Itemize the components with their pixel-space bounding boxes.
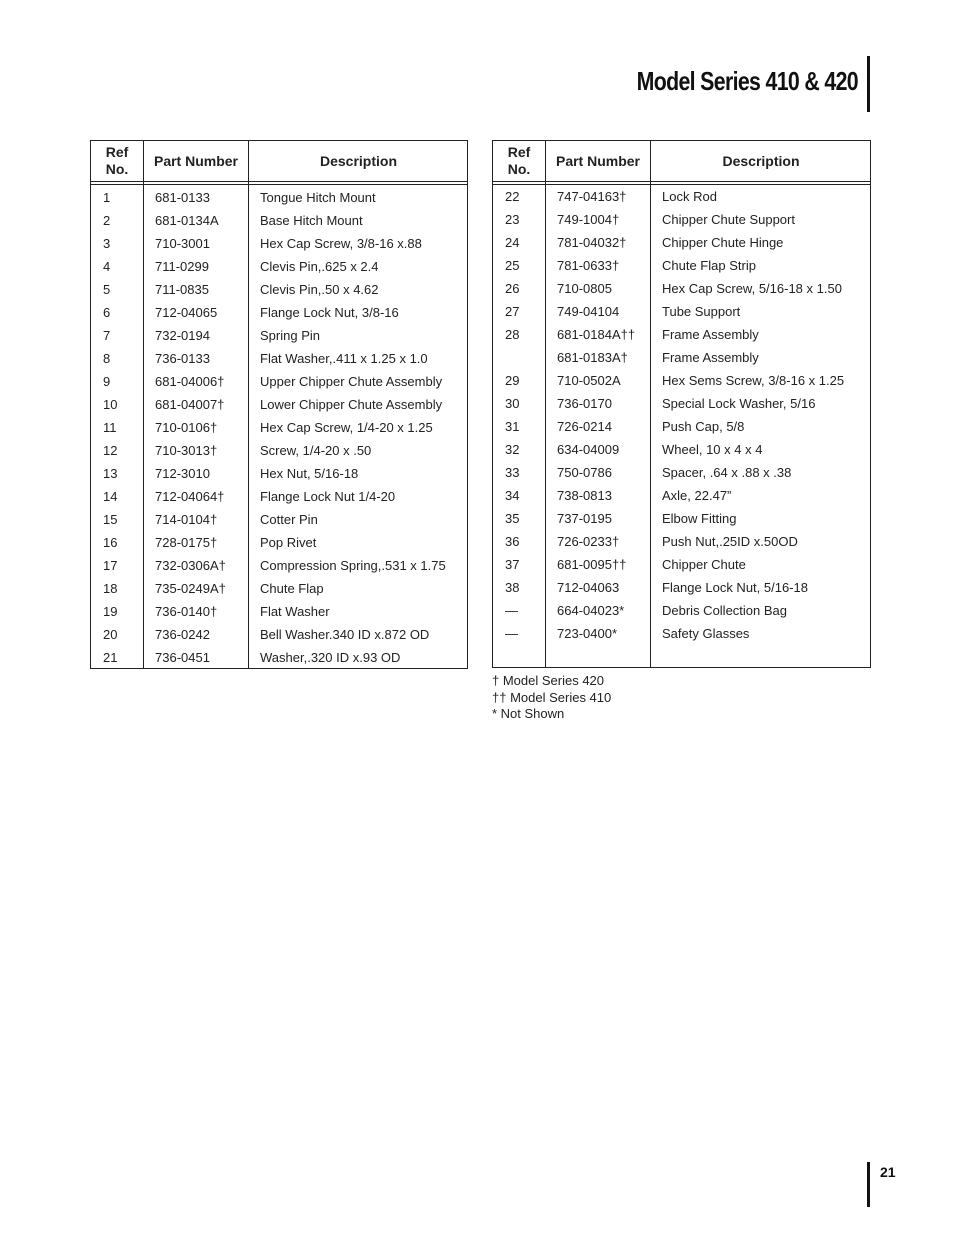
description-cell: Clevis Pin,.625 x 2.4 — [260, 259, 379, 274]
part-number-cell: 747-04163† — [557, 189, 627, 204]
table-row — [91, 416, 467, 439]
parts-table-right — [492, 140, 871, 668]
ref-no-cell: 24 — [505, 235, 520, 250]
table-row — [91, 324, 467, 347]
part-number-cell: 728-0175† — [155, 535, 218, 550]
part-number-cell: 736-0242 — [155, 627, 210, 642]
table-row — [493, 231, 870, 254]
ref-no-cell: 19 — [103, 604, 118, 619]
table-row — [493, 208, 870, 231]
part-number-cell: 712-3010 — [155, 466, 210, 481]
table-row — [493, 415, 870, 438]
table-row — [493, 438, 870, 461]
ref-no-cell: 3 — [103, 236, 111, 251]
ref-no-cell: 4 — [103, 259, 111, 274]
description-cell: Chipper Chute Hinge — [662, 235, 784, 250]
description-cell: Chipper Chute — [662, 557, 746, 572]
part-number-cell: 737-0195 — [557, 511, 612, 526]
ref-no-cell: 7 — [103, 328, 111, 343]
ref-no-cell: 8 — [103, 351, 111, 366]
table-row — [493, 507, 870, 530]
description-cell: Chute Flap Strip — [662, 258, 756, 273]
part-number-cell: 736-0140† — [155, 604, 218, 619]
ref-no-cell: 35 — [505, 511, 520, 526]
part-number-cell: 735-0249A† — [155, 581, 226, 596]
part-number-cell: 711-0299 — [155, 259, 209, 274]
description-cell: Spring Pin — [260, 328, 320, 343]
table-row — [91, 531, 467, 554]
part-number-cell: 681-0134A — [155, 213, 219, 228]
page-number: 21 — [880, 1164, 896, 1180]
header-part-number: Part Number — [153, 152, 239, 169]
parts-table-left — [90, 140, 468, 669]
part-number-cell: 634-04009 — [557, 442, 620, 457]
ref-no-cell: 13 — [103, 466, 118, 481]
description-cell: Frame Assembly — [662, 327, 759, 342]
description-cell: Chute Flap — [260, 581, 324, 596]
description-cell: Bell Washer.340 ID x.872 OD — [260, 627, 430, 642]
part-number-cell: 749-1004† — [557, 212, 620, 227]
part-number-cell: 681-0133 — [155, 190, 210, 205]
description-cell: Upper Chipper Chute Assembly — [260, 374, 443, 389]
table-row — [91, 554, 467, 577]
ref-no-cell: — — [505, 603, 518, 618]
description-cell: Compression Spring,.531 x 1.75 — [260, 558, 446, 573]
ref-no-cell: 16 — [103, 535, 118, 550]
table-row — [91, 439, 467, 462]
table-row — [91, 301, 467, 324]
description-cell: Tongue Hitch Mount — [260, 190, 376, 205]
description-cell: Screw, 1/4-20 x .50 — [260, 443, 372, 458]
ref-no-cell: 21 — [103, 650, 118, 665]
part-number-cell: 736-0133 — [155, 351, 210, 366]
table-row — [91, 209, 467, 232]
table-row — [493, 369, 870, 392]
description-cell: Chipper Chute Support — [662, 212, 795, 227]
header-description: Description — [722, 152, 800, 169]
table-row — [493, 622, 870, 645]
part-number-cell: 781-04032† — [557, 235, 627, 250]
description-cell: Lock Rod — [662, 189, 717, 204]
part-number-cell: 736-0170 — [557, 396, 612, 411]
table-row — [493, 185, 870, 208]
description-cell: Push Cap, 5/8 — [662, 419, 745, 434]
description-cell: Special Lock Washer, 5/16 — [662, 396, 816, 411]
description-cell: Elbow Fitting — [662, 511, 737, 526]
description-cell: Tube Support — [662, 304, 741, 319]
part-number-cell: 749-04104 — [557, 304, 620, 319]
page-title: Model Series 410 & 420 — [636, 66, 858, 96]
table-row — [91, 232, 467, 255]
table-row — [91, 462, 467, 485]
ref-no-cell: 22 — [505, 189, 520, 204]
ref-no-cell: 1 — [103, 190, 111, 205]
description-cell: Safety Glasses — [662, 626, 750, 641]
ref-no-cell: 25 — [505, 258, 520, 273]
table-row — [91, 508, 467, 531]
part-number-cell: 681-0183A† — [557, 350, 628, 365]
footnote: †† Model Series 410 — [492, 689, 612, 705]
part-number-cell: 711-0835 — [155, 282, 209, 297]
ref-no-cell: 34 — [505, 488, 520, 503]
part-number-cell: 710-0106† — [155, 420, 218, 435]
description-cell: Flange Lock Nut 1/4-20 — [260, 489, 396, 504]
table-row — [91, 577, 467, 600]
part-number-cell: 681-04007† — [155, 397, 225, 412]
ref-no-cell: 18 — [103, 581, 118, 596]
part-number-cell: 710-3001 — [155, 236, 210, 251]
description-cell: Hex Sems Screw, 3/8-16 x 1.25 — [662, 373, 845, 388]
table-row — [91, 255, 467, 278]
table-row — [91, 370, 467, 393]
ref-no-cell: 23 — [505, 212, 520, 227]
header-description: Description — [319, 152, 397, 169]
table-row — [91, 278, 467, 301]
table-row — [493, 392, 870, 415]
ref-no-cell: 31 — [505, 419, 520, 434]
ref-no-cell: 30 — [505, 396, 520, 411]
part-number-cell: 712-04065 — [155, 305, 218, 320]
table-row — [493, 461, 870, 484]
page-number-divider — [867, 1162, 870, 1207]
part-number-cell: 732-0306A† — [155, 558, 226, 573]
part-number-cell: 726-0214 — [557, 419, 612, 434]
description-cell: Hex Cap Screw, 5/16-18 x 1.50 — [662, 281, 842, 296]
ref-no-cell: 11 — [103, 420, 117, 435]
table-row — [91, 646, 467, 669]
ref-no-cell: 10 — [103, 397, 118, 412]
ref-no-cell: — — [505, 626, 518, 641]
table-row — [493, 599, 870, 622]
ref-no-cell: 28 — [505, 327, 520, 342]
part-number-cell: 723-0400* — [557, 626, 617, 641]
description-cell: Lower Chipper Chute Assembly — [260, 397, 443, 412]
table-row — [493, 277, 870, 300]
part-number-cell: 781-0633† — [557, 258, 620, 273]
description-cell: Debris Collection Bag — [662, 603, 788, 618]
part-number-cell: 736-0451 — [155, 650, 210, 665]
ref-no-cell: 17 — [103, 558, 118, 573]
table-body — [493, 185, 870, 645]
ref-no-cell: 14 — [103, 489, 118, 504]
ref-no-cell: 27 — [505, 304, 520, 319]
part-number-cell: 664-04023* — [557, 603, 625, 618]
table-row — [493, 553, 870, 576]
part-number-cell: 712-04063 — [557, 580, 620, 595]
header-ref-no: Ref No. — [105, 144, 129, 177]
description-cell: Axle, 22.47” — [662, 488, 732, 503]
description-cell: Flange Lock Nut, 5/16-18 — [662, 580, 808, 595]
description-cell: Hex Nut, 5/16-18 — [260, 466, 359, 481]
footnotes — [492, 673, 611, 723]
table-row — [91, 600, 467, 623]
table-row — [493, 530, 870, 553]
description-cell: Base Hitch Mount — [260, 213, 363, 228]
part-number-cell: 750-0786 — [557, 465, 612, 480]
table-body — [91, 186, 467, 669]
ref-no-cell: 6 — [103, 305, 111, 320]
description-cell: Flange Lock Nut, 3/8-16 — [260, 305, 399, 320]
part-number-cell: 726-0233† — [557, 534, 620, 549]
table-row — [91, 485, 467, 508]
description-cell: Cotter Pin — [260, 512, 318, 527]
part-number-cell: 681-0184A†† — [557, 327, 636, 342]
table-row — [493, 346, 870, 369]
ref-no-cell: 32 — [505, 442, 520, 457]
table-row — [493, 300, 870, 323]
description-cell: Washer,.320 ID x.93 OD — [260, 650, 401, 665]
header-ref-no: Ref No. — [507, 144, 531, 177]
description-cell: Push Nut,.25ID x.50OD — [662, 534, 798, 549]
table-row — [91, 393, 467, 416]
ref-no-cell: 38 — [505, 580, 520, 595]
part-number-cell: 732-0194 — [155, 328, 210, 343]
footnote: † Model Series 420 — [492, 673, 605, 688]
description-cell: Spacer, .64 x .88 x .38 — [662, 465, 792, 480]
part-number-cell: 714-0104† — [155, 512, 218, 527]
part-number-cell: 712-04064† — [155, 489, 225, 504]
description-cell: Frame Assembly — [662, 350, 759, 365]
description-cell: Pop Rivet — [260, 535, 317, 550]
table-row — [91, 347, 467, 370]
ref-no-cell: 29 — [505, 373, 520, 388]
table-row — [493, 323, 870, 346]
ref-no-cell: 15 — [103, 512, 118, 527]
part-number-cell: 681-04006† — [155, 374, 225, 389]
ref-no-cell: 9 — [103, 374, 111, 389]
description-cell: Hex Cap Screw, 3/8-16 x.88 — [260, 236, 422, 251]
description-cell: Hex Cap Screw, 1/4-20 x 1.25 — [260, 420, 433, 435]
part-number-cell: 710-0502A — [557, 373, 621, 388]
footnote: * Not Shown — [492, 706, 565, 721]
table-row — [493, 254, 870, 277]
description-cell: Clevis Pin,.50 x 4.62 — [260, 282, 379, 297]
part-number-cell: 681-0095†† — [557, 557, 627, 572]
table-row — [493, 576, 870, 599]
part-number-cell: 710-3013† — [155, 443, 218, 458]
title-divider — [867, 56, 870, 112]
part-number-cell: 738-0813 — [557, 488, 612, 503]
table-row — [91, 186, 467, 209]
description-cell: Wheel, 10 x 4 x 4 — [662, 442, 763, 457]
header-part-number: Part Number — [555, 152, 641, 169]
table-row — [493, 484, 870, 507]
table-row — [91, 623, 467, 646]
ref-no-cell: 5 — [103, 282, 111, 297]
ref-no-cell: 36 — [505, 534, 520, 549]
part-number-cell: 710-0805 — [557, 281, 612, 296]
ref-no-cell: 33 — [505, 465, 520, 480]
ref-no-cell: 12 — [103, 443, 118, 458]
description-cell: Flat Washer,.411 x 1.25 x 1.0 — [260, 351, 428, 366]
ref-no-cell: 2 — [103, 213, 111, 228]
ref-no-cell: 26 — [505, 281, 520, 296]
description-cell: Flat Washer — [260, 604, 330, 619]
ref-no-cell: 37 — [505, 557, 520, 572]
ref-no-cell: 20 — [103, 627, 118, 642]
